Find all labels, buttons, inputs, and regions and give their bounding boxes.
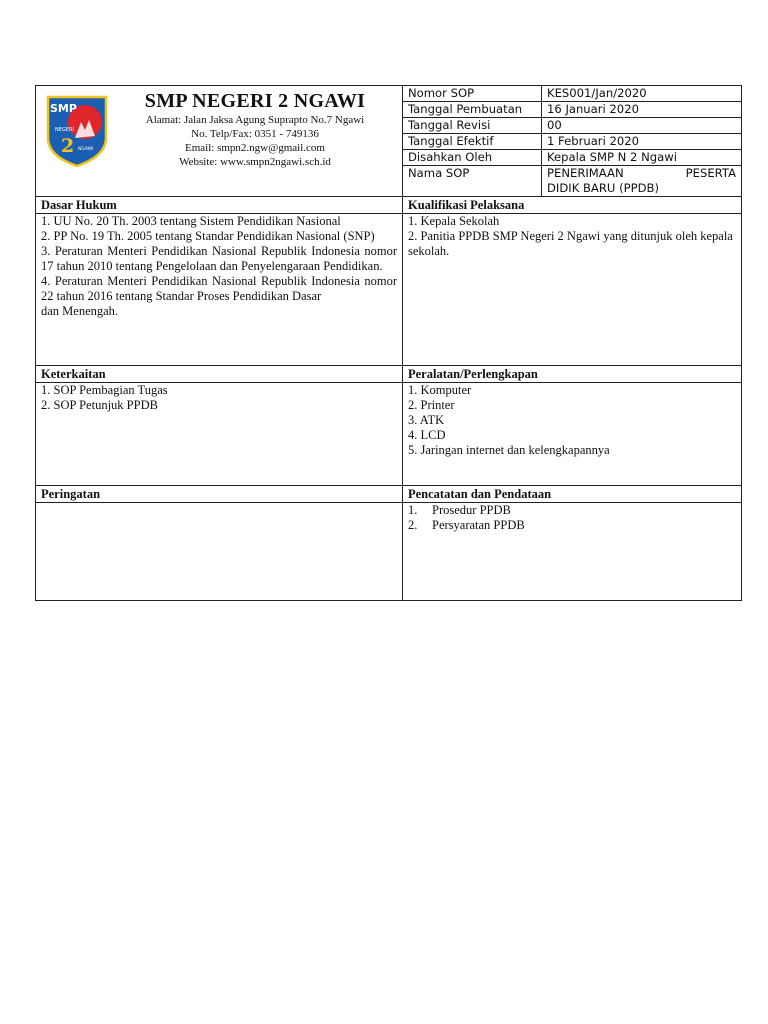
meta-value-nama-sop bbox=[542, 166, 742, 197]
list-item: 2. Panitia PPDB SMP Negeri 2 Ngawi yang ditunjuk oleh kepala sekolah. bbox=[408, 229, 733, 258]
section-title-peringatan: Peringatan bbox=[36, 486, 403, 503]
meta-row bbox=[403, 134, 741, 150]
list-item: 1. SOP Pembagian Tugas bbox=[41, 383, 168, 397]
meta-label: Tanggal Pembuatan bbox=[403, 102, 542, 118]
list-item: 1. Komputer bbox=[408, 383, 472, 397]
list-item: 5. Jaringan internet dan kelengkapannya bbox=[408, 443, 610, 457]
meta-label: Tanggal Efektif bbox=[403, 134, 542, 150]
meta-row bbox=[403, 118, 741, 134]
list-item-text: Persyaratan PPDB bbox=[432, 518, 525, 532]
school-info bbox=[112, 113, 398, 169]
section-title-peralatan: Peralatan/Perlengkapan bbox=[403, 366, 742, 383]
list-item: 2. PP No. 19 Th. 2005 tentang Standar Pendidikan Nasional (SNP) bbox=[41, 229, 375, 243]
meta-value: KES001/Jan/2020 bbox=[542, 86, 742, 102]
nama-sop-word: PESERTA bbox=[685, 166, 736, 180]
sop-meta-table bbox=[403, 86, 741, 196]
meta-row bbox=[403, 166, 741, 197]
sop-meta-cell bbox=[403, 86, 742, 197]
peralatan-list bbox=[403, 383, 742, 486]
list-item-text: Prosedur PPDB bbox=[432, 503, 511, 517]
svg-text:2: 2 bbox=[61, 135, 75, 157]
dasar-hukum-list bbox=[36, 214, 403, 366]
school-phone: No. Telp/Fax: 0351 - 749136 bbox=[191, 128, 319, 140]
list-item: 4. LCD bbox=[408, 428, 446, 442]
svg-text:SMP: SMP bbox=[50, 102, 77, 115]
meta-label: Disahkan Oleh bbox=[403, 150, 542, 166]
meta-value: 00 bbox=[542, 118, 742, 134]
section-title-dasar-hukum: Dasar Hukum bbox=[36, 197, 403, 214]
section-title-pencatatan: Pencatatan dan Pendataan bbox=[403, 486, 742, 503]
peringatan-body bbox=[36, 503, 403, 601]
section-title-kualifikasi: Kualifikasi Pelaksana bbox=[403, 197, 742, 214]
section-title-keterkaitan: Keterkaitan bbox=[36, 366, 403, 383]
school-address: Alamat: Jalan Jaksa Agung Suprapto No.7 Ngawi bbox=[145, 114, 365, 126]
nama-sop-line: DIDIK BARU (PPDB) bbox=[547, 181, 660, 195]
list-item bbox=[408, 518, 736, 533]
list-item: 2. Printer bbox=[408, 398, 455, 412]
list-item: 2. SOP Petunjuk PPDB bbox=[41, 398, 158, 412]
meta-label: Nama SOP bbox=[403, 166, 542, 197]
school-name: SMP NEGERI 2 NGAWI bbox=[144, 90, 366, 112]
school-logo-icon bbox=[45, 94, 109, 168]
kualifikasi-list bbox=[403, 214, 742, 366]
list-item-number: 1. bbox=[408, 503, 418, 517]
list-item: 3. ATK bbox=[408, 413, 445, 427]
list-item: 1. Kepala Sekolah bbox=[408, 214, 500, 228]
meta-row bbox=[403, 150, 741, 166]
list-item-cont: dan Menengah. bbox=[41, 304, 119, 318]
meta-row bbox=[403, 86, 741, 102]
keterkaitan-list bbox=[36, 383, 403, 486]
pencatatan-list bbox=[403, 503, 742, 601]
meta-row bbox=[403, 102, 741, 118]
school-header bbox=[36, 86, 403, 197]
svg-text:NEGERI: NEGERI bbox=[55, 127, 74, 133]
meta-label: Nomor SOP bbox=[403, 86, 542, 102]
list-item: 4. Peraturan Menteri Pendidikan Nasional Republik Indonesia nomor 22 tahun 2016 tentang Standar Proses Pendidikan Dasar bbox=[41, 274, 397, 303]
sop-table bbox=[35, 85, 742, 601]
list-item: 1. UU No. 20 Th. 2003 tentang Sistem Pendidikan Nasional bbox=[41, 214, 341, 228]
meta-value: Kepala SMP N 2 Ngawi bbox=[542, 150, 742, 166]
meta-label: Tanggal Revisi bbox=[403, 118, 542, 134]
school-website: Website: www.smpn2ngawi.sch.id bbox=[179, 156, 331, 168]
list-item-number: 2. bbox=[408, 518, 418, 532]
nama-sop-word: PENERIMAAN bbox=[547, 166, 624, 180]
meta-value: 1 Februari 2020 bbox=[542, 134, 742, 150]
list-item: 3. Peraturan Menteri Pendidikan Nasional Republik Indonesia nomor 17 tahun 2010 tentang Pengelolaan dan Penyelengaraan Pendidikan. bbox=[41, 244, 397, 273]
svg-text:NGAWI: NGAWI bbox=[78, 147, 94, 152]
school-email: Email: smpn2.ngw@gmail.com bbox=[185, 142, 325, 154]
list-item bbox=[408, 503, 736, 518]
meta-value: 16 Januari 2020 bbox=[542, 102, 742, 118]
